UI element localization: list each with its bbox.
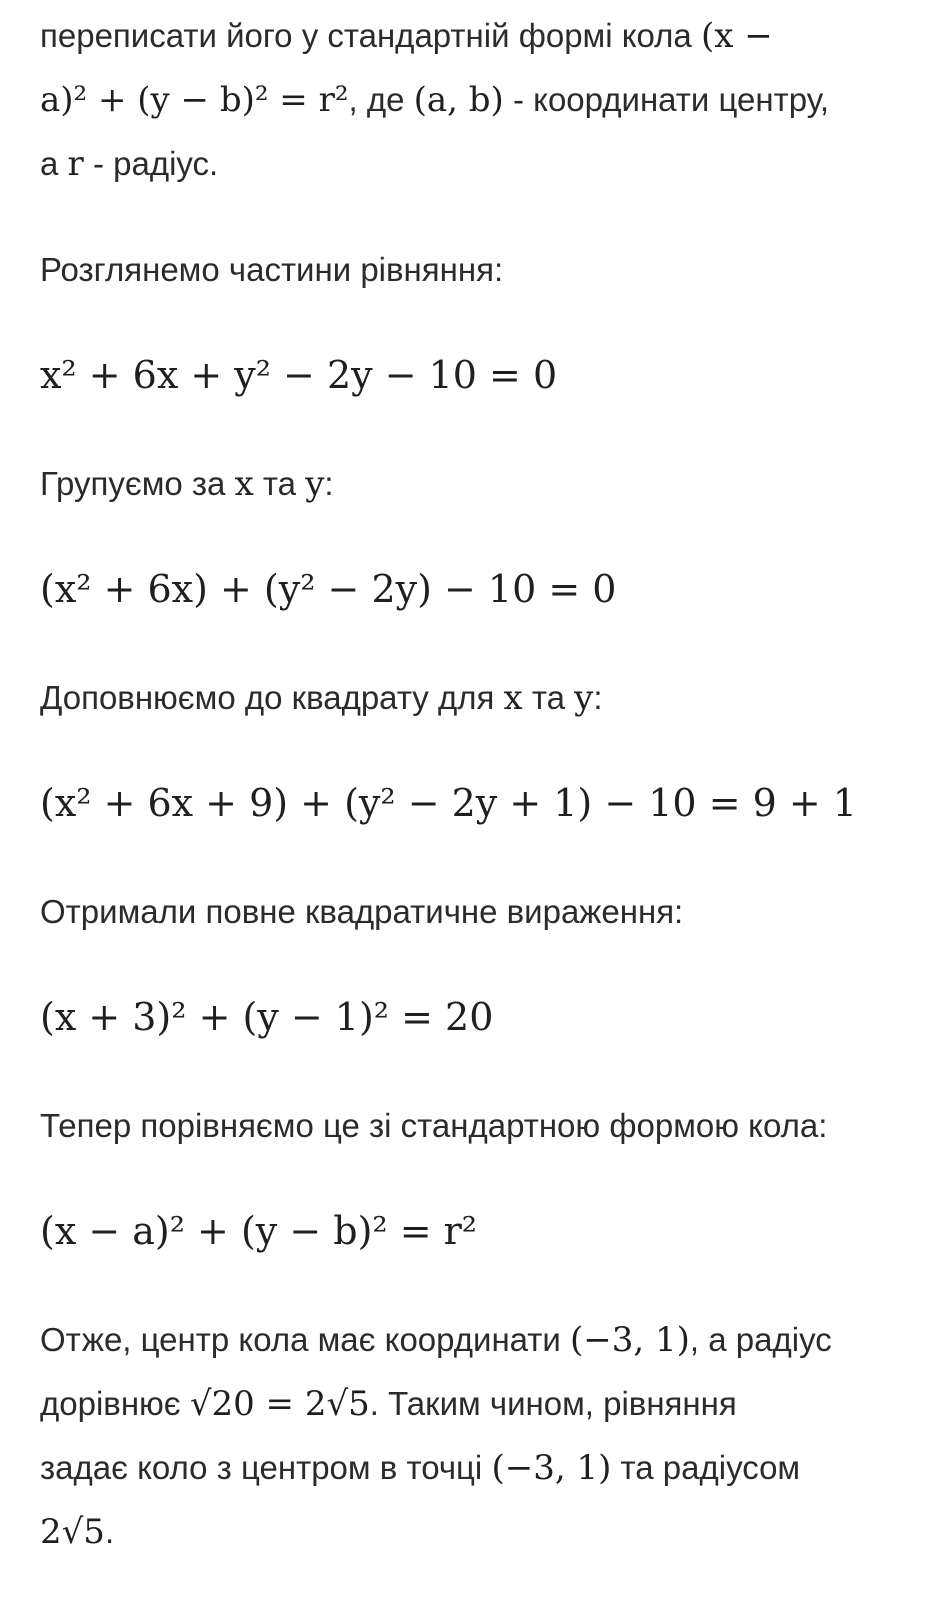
group-text: : <box>324 465 334 502</box>
intro-math: (x − <box>700 16 773 56</box>
intro-text: переписати його у стандартній формі кола <box>40 17 701 54</box>
complete-text: та <box>522 679 575 716</box>
conclusion-text: задає коло з центром в точці <box>40 1449 492 1486</box>
math-y: y <box>305 464 325 504</box>
result-text: Отримали повне квадратичне вираження: <box>40 893 684 930</box>
conclusion-paragraph <box>40 1308 926 1564</box>
compare-text: Тепер порівняємо це зі стандартною формою кола: <box>40 1107 828 1144</box>
intro-text: - радіус. <box>83 145 219 182</box>
equation-result: (x + 3)² + (y − 1)² = 20 <box>40 995 494 1039</box>
math-x: x <box>234 464 254 504</box>
conclusion-line-1 <box>40 1308 926 1372</box>
complete-paragraph <box>40 666 926 730</box>
complete-text: Доповнюємо до квадрату для <box>40 679 504 716</box>
radius-math: r <box>67 144 84 184</box>
intro-text: , де <box>348 81 414 118</box>
group-paragraph <box>40 452 926 516</box>
center-math: (−3, 1) <box>570 1320 690 1360</box>
intro-paragraph <box>40 4 926 196</box>
intro-text: а <box>40 145 68 182</box>
intro-line-1 <box>40 4 926 68</box>
equation-completed: (x² + 6x + 9) + (y² − 2y + 1) − 10 = 9 + 1 <box>40 781 857 825</box>
conclusion-line-4 <box>40 1500 926 1564</box>
conclusion-line-3 <box>40 1436 926 1500</box>
equation-standard: (x − a)² + (y − b)² = r² <box>40 1209 478 1253</box>
radius-value-math: √20 = 2√5 <box>189 1384 370 1424</box>
math-x: x <box>503 678 523 718</box>
conclusion-text: дорівнює <box>40 1385 190 1422</box>
intro-line-3 <box>40 132 926 196</box>
intro-text: - координати центру, <box>503 81 830 118</box>
center-coords-math: (a, b) <box>413 80 504 120</box>
conclusion-text: . Таким чином, рівняння <box>369 1385 737 1422</box>
conclusion-text: Отже, центр кола має координати <box>40 1321 571 1358</box>
equation-grouped: (x² + 6x) + (y² − 2y) − 10 = 0 <box>40 567 617 611</box>
math-y: y <box>574 678 594 718</box>
conclusion-line-2 <box>40 1372 926 1436</box>
radius-value-math: 2√5 <box>40 1512 105 1552</box>
group-text: та <box>253 465 306 502</box>
group-text: Групуємо за <box>40 465 235 502</box>
center-math: (−3, 1) <box>491 1448 612 1488</box>
intro-line-2 <box>40 68 926 132</box>
conclusion-text: , а радіус <box>689 1321 832 1358</box>
consider-text: Розглянемо частини рівняння: <box>40 251 504 288</box>
conclusion-text: та радіусом <box>611 1449 801 1486</box>
conclusion-text: . <box>104 1513 115 1550</box>
equation-original: x² + 6x + y² − 2y − 10 = 0 <box>40 353 558 397</box>
complete-text: : <box>593 679 603 716</box>
standard-form-math: a)² + (y − b)² = r² <box>40 80 349 120</box>
